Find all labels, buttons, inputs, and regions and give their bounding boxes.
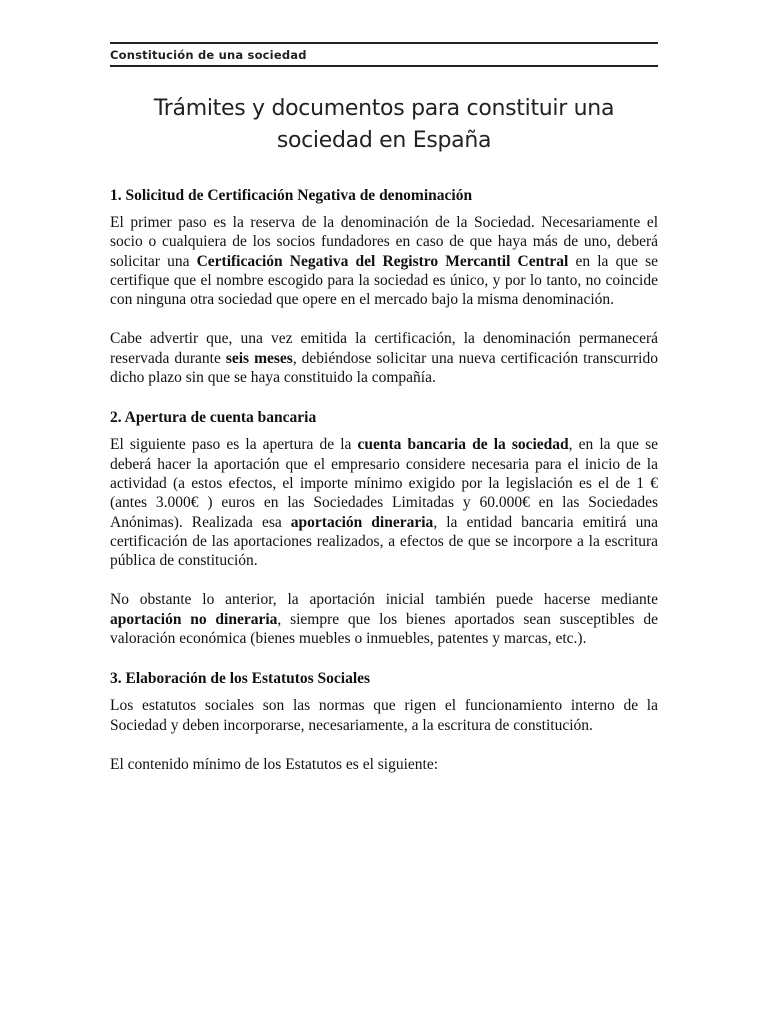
text-run: , la entidad bancaria emitirá una certificación de las aportaciones realizados, a efectos de que se incorpore a la escritura pública de constitución. — [110, 513, 658, 570]
text-run: El primer paso es la reserva de la denominación de la Sociedad. Necesariamente el socio o cualquiera de los socios fundadores en caso de que haya más de uno, deberá solicitar una — [110, 214, 658, 270]
bold-text-run: aportación dineraria — [290, 513, 434, 531]
section-1-paragraph-1 — [110, 213, 658, 309]
section-2-paragraph-1 — [110, 435, 658, 570]
text-run: en la que se certifique que el nombre escogido para la sociedad es único, y por lo tanto, no coincide con ninguna otra sociedad que opere en el mercado bajo la misma denominación. — [110, 252, 658, 309]
bold-text-run: aportación no dineraria — [110, 610, 278, 628]
section-2-paragraph-2 — [110, 590, 658, 648]
document-page — [110, 42, 658, 794]
running-header: Constitución de una sociedad — [110, 48, 307, 62]
section-2-heading: 2. Apertura de cuenta bancaria — [110, 409, 317, 427]
header-rule-bottom — [110, 65, 658, 67]
bold-text-run: Certificación Negativa del Registro Mercantil Central — [196, 252, 569, 270]
title-line-1: Trámites y documentos para constituir una — [153, 96, 615, 121]
text-run: , debiéndose solicitar una nueva certificación transcurrido dicho plazo sin que se haya constituido la compañía. — [110, 349, 658, 387]
section-3-heading: 3. Elaboración de los Estatutos Sociales — [110, 670, 371, 688]
document-title — [110, 93, 658, 157]
section-1-heading: 1. Solicitud de Certificación Negativa de denominación — [110, 187, 473, 204]
text-run: No obstante lo anterior, la aportación inicial también puede hacerse mediante — [110, 591, 658, 609]
bold-text-run: cuenta bancaria de la sociedad — [357, 436, 569, 454]
section-3-paragraph-2: El contenido mínimo de los Estatutos es el siguiente: — [110, 755, 439, 773]
text-run: , en la que se deberá hacer la aportación que el empresario considere necesaria para el inicio de la actividad (a estos efectos, el importe mínimo exigido por la legislación es el de 1 € (antes 3.000€ ) euros en las Sociedades Limitadas y 60.000€ en las Sociedades Anónimas). Realizada esa — [110, 436, 658, 531]
text-run: Cabe advertir que, una vez emitida la certificación, la denominación permanecerá reservada durante — [110, 330, 658, 367]
section-1-paragraph-2 — [110, 329, 658, 387]
text-run: , siempre que los bienes aportados sean susceptibles de valoración económica (bienes muebles o inmuebles, patentes y marcas, etc.). — [110, 610, 658, 648]
title-line-2: sociedad en España — [276, 128, 492, 153]
bold-text-run: seis meses — [225, 349, 293, 367]
section-3-paragraph-1: Los estatutos sociales son las normas que rigen el funcionamiento interno de la Sociedad y deben incorporarse, necesariamente, a la escritura de constitución. — [110, 697, 658, 734]
text-run: El siguiente paso es la apertura de la — [110, 436, 358, 454]
